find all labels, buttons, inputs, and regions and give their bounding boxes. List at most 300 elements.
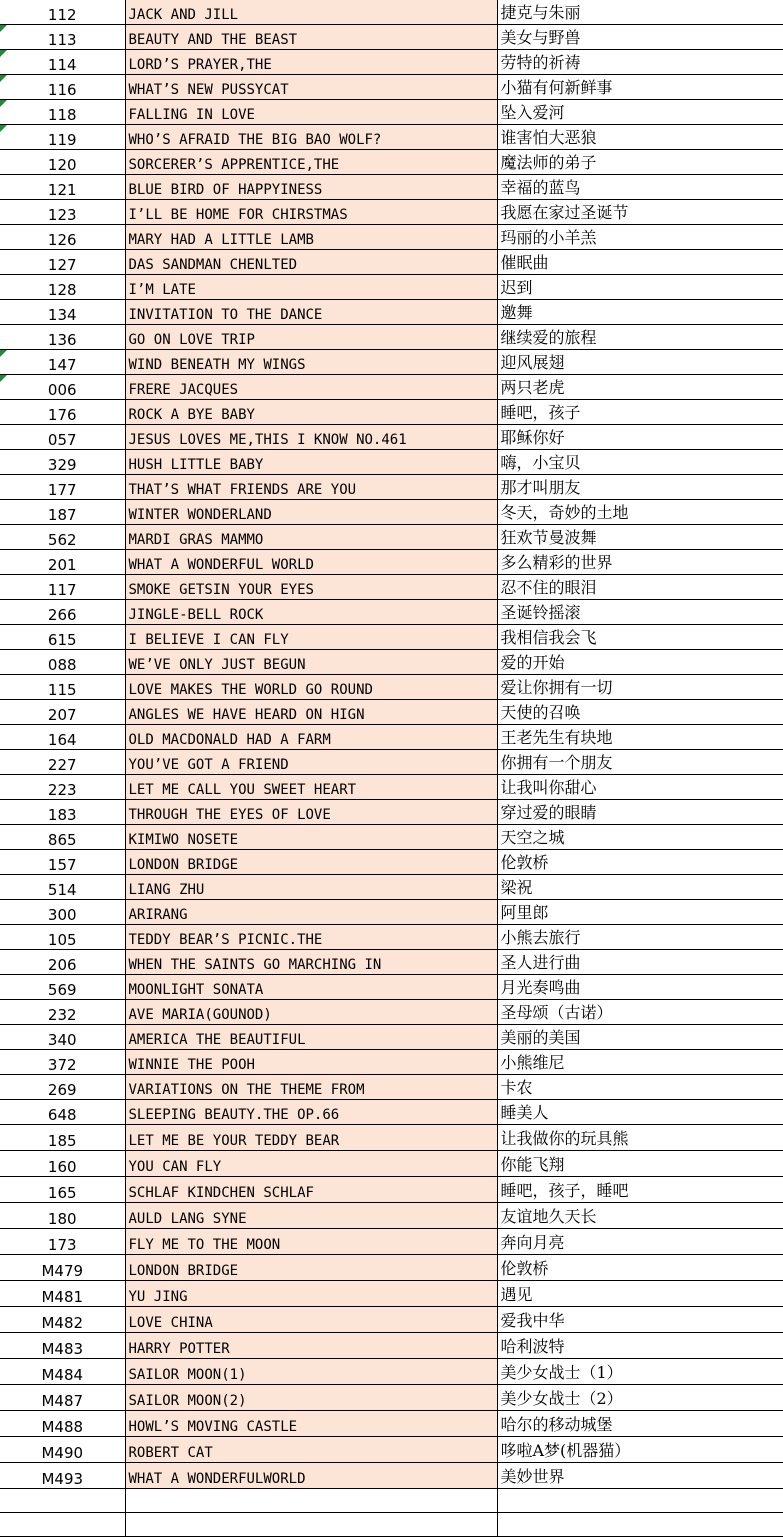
cell-number[interactable] <box>0 775 125 800</box>
empty-row <box>0 1513 783 1537</box>
cell-number-text: 187 <box>47 506 77 524</box>
table-row <box>0 450 783 475</box>
cell-number[interactable] <box>0 100 125 125</box>
cell-chinese-title[interactable]: 小熊去旅行 <box>497 925 783 950</box>
cell-number[interactable] <box>0 225 125 250</box>
cell-number-text: 648 <box>47 1106 77 1124</box>
cell-number-text: 113 <box>47 31 77 49</box>
cell-chinese-title[interactable]: 王老先生有块地 <box>497 725 783 750</box>
cell-chinese-title[interactable]: 月光奏鸣曲 <box>497 975 783 1000</box>
cell-chinese-title[interactable]: 忍不住的眼泪 <box>497 575 783 600</box>
cell-number[interactable] <box>0 0 125 25</box>
cell-number[interactable] <box>0 700 125 725</box>
table-row <box>0 550 783 575</box>
table-row <box>0 100 783 125</box>
cell-english-title[interactable]: WHEN THE SAINTS GO MARCHING IN <box>125 950 497 975</box>
table-row <box>0 175 783 200</box>
cell-english-title[interactable]: WHAT A WONDERFUL WORLD <box>125 550 497 575</box>
table-row <box>0 1177 783 1203</box>
cell-number-text: 121 <box>47 181 77 199</box>
cell-english-title[interactable]: WIND BENEATH MY WINGS <box>125 350 497 375</box>
cell-chinese-title[interactable]: 狂欢节曼波舞 <box>497 525 783 550</box>
cell-number-text: 227 <box>47 756 77 774</box>
cell-number[interactable] <box>0 25 125 50</box>
cell-english-title[interactable]: ARIRANG <box>125 900 497 925</box>
cell-english-title[interactable]: AULD LANG SYNE <box>125 1203 497 1229</box>
cell-number[interactable] <box>0 1411 125 1437</box>
cell-english-title[interactable]: JESUS LOVES ME,THIS I KNOW NO.461 <box>125 425 497 450</box>
cell-number-text: 119 <box>47 131 77 149</box>
cell-chinese-title[interactable]: 魔法师的弟子 <box>497 150 783 175</box>
cell-number[interactable] <box>0 650 125 675</box>
cell-number[interactable] <box>0 1203 125 1229</box>
cell-chinese-title[interactable]: 让我做你的玩具熊 <box>497 1125 783 1151</box>
cell-number[interactable] <box>0 1100 125 1125</box>
cell-chinese-title[interactable]: 遇见 <box>497 1281 783 1307</box>
table-row <box>0 775 783 800</box>
empty-cell[interactable] <box>125 1489 497 1513</box>
cell-number-text: M482 <box>41 1314 84 1332</box>
cell-number[interactable] <box>0 250 125 275</box>
cell-chinese-title[interactable]: 那才叫朋友 <box>497 475 783 500</box>
cell-number[interactable] <box>0 1333 125 1359</box>
cell-number-text: 160 <box>47 1158 77 1176</box>
cell-number-text: 173 <box>47 1236 77 1254</box>
cell-number-text: M484 <box>41 1366 84 1384</box>
cell-number-text: 177 <box>47 481 77 499</box>
cell-number-text: M481 <box>41 1288 84 1306</box>
cell-chinese-title[interactable]: 我愿在家过圣诞节 <box>497 200 783 225</box>
cell-number-text: 615 <box>47 631 77 649</box>
cell-english-title[interactable]: YOU CAN FLY <box>125 1151 497 1177</box>
cell-number-text: 206 <box>47 956 77 974</box>
cell-number[interactable] <box>0 375 125 400</box>
cell-chinese-title[interactable]: 两只老虎 <box>497 375 783 400</box>
error-indicator-icon <box>0 125 7 132</box>
cell-chinese-title[interactable]: 天使的召唤 <box>497 700 783 725</box>
cell-english-title[interactable]: I BELIEVE I CAN FLY <box>125 625 497 650</box>
cell-english-title[interactable]: MARY HAD A LITTLE LAMB <box>125 225 497 250</box>
cell-chinese-title[interactable]: 冬天，奇妙的土地 <box>497 500 783 525</box>
cell-number[interactable] <box>0 75 125 100</box>
cell-number-text: 569 <box>47 981 77 999</box>
cell-chinese-title[interactable]: 嗨，小宝贝 <box>497 450 783 475</box>
cell-number-text: 134 <box>47 306 77 324</box>
cell-chinese-title[interactable]: 迟到 <box>497 275 783 300</box>
cell-number-text: 114 <box>47 56 77 74</box>
table-row <box>0 950 783 975</box>
cell-chinese-title[interactable]: 美丽的美国 <box>497 1025 783 1050</box>
cell-english-title[interactable]: FRERE JACQUES <box>125 375 497 400</box>
cell-number[interactable] <box>0 1025 125 1050</box>
cell-english-title[interactable]: SCHLAF KINDCHEN SCHLAF <box>125 1177 497 1203</box>
table-row <box>0 150 783 175</box>
cell-english-title[interactable]: JACK AND JILL <box>125 0 497 25</box>
cell-number[interactable] <box>0 1177 125 1203</box>
table-row <box>0 575 783 600</box>
cell-english-title[interactable]: OLD MACDONALD HAD A FARM <box>125 725 497 750</box>
table-row <box>0 1255 783 1281</box>
cell-number-text: 128 <box>47 281 77 299</box>
cell-number[interactable] <box>0 175 125 200</box>
cell-chinese-title[interactable]: 圣人进行曲 <box>497 950 783 975</box>
table-row <box>0 1229 783 1255</box>
cell-chinese-title[interactable]: 你能飞翔 <box>497 1151 783 1177</box>
cell-chinese-title[interactable]: 睡吧，孩子 <box>497 400 783 425</box>
table-row <box>0 425 783 450</box>
cell-english-title[interactable]: LET ME BE YOUR TEDDY BEAR <box>125 1125 497 1151</box>
cell-number[interactable] <box>0 300 125 325</box>
cell-english-title[interactable]: BLUE BIRD OF HAPPYINESS <box>125 175 497 200</box>
table-row <box>0 975 783 1000</box>
cell-number-text: 115 <box>47 681 77 699</box>
table-row <box>0 1000 783 1025</box>
cell-number[interactable] <box>0 525 125 550</box>
cell-number[interactable] <box>0 625 125 650</box>
table-row <box>0 1281 783 1307</box>
table-row <box>0 1463 783 1489</box>
cell-number[interactable] <box>0 1307 125 1333</box>
table-row <box>0 1100 783 1125</box>
cell-chinese-title[interactable]: 美少女战士（1） <box>497 1359 783 1385</box>
error-indicator-icon <box>0 100 7 107</box>
table-row <box>0 1437 783 1463</box>
cell-english-title[interactable]: LONDON BRIDGE <box>125 850 497 875</box>
cell-chinese-title[interactable]: 耶稣你好 <box>497 425 783 450</box>
cell-number[interactable] <box>0 675 125 700</box>
cell-chinese-title[interactable]: 天空之城 <box>497 825 783 850</box>
cell-chinese-title[interactable]: 友谊地久天长 <box>497 1203 783 1229</box>
cell-number-text: 116 <box>47 81 77 99</box>
cell-english-title[interactable]: HOWL’S MOVING CASTLE <box>125 1411 497 1437</box>
cell-english-title[interactable]: YU JING <box>125 1281 497 1307</box>
cell-number-text: 136 <box>47 331 77 349</box>
cell-chinese-title[interactable]: 玛丽的小羊羔 <box>497 225 783 250</box>
cell-chinese-title[interactable]: 多么精彩的世界 <box>497 550 783 575</box>
error-indicator-icon <box>0 350 7 357</box>
cell-chinese-title[interactable]: 爱让你拥有一切 <box>497 675 783 700</box>
table-row <box>0 1025 783 1050</box>
cell-chinese-title[interactable]: 梁祝 <box>497 875 783 900</box>
cell-number-text: 300 <box>47 906 77 924</box>
cell-english-title[interactable]: WINTER WONDERLAND <box>125 500 497 525</box>
cell-number-text: 118 <box>47 106 77 124</box>
cell-number-text: 372 <box>47 1056 77 1074</box>
cell-number[interactable] <box>0 400 125 425</box>
cell-number-text: 232 <box>47 1006 77 1024</box>
cell-number[interactable] <box>0 1385 125 1411</box>
cell-english-title[interactable]: VARIATIONS ON THE THEME FROM <box>125 1075 497 1100</box>
error-indicator-icon <box>0 50 7 57</box>
cell-english-title[interactable]: SAILOR MOON(1) <box>125 1359 497 1385</box>
cell-number-text: 105 <box>47 931 77 949</box>
cell-english-title[interactable]: WHO’S AFRAID THE BIG BAO WOLF? <box>125 125 497 150</box>
table-row <box>0 225 783 250</box>
cell-number[interactable] <box>0 1229 125 1255</box>
cell-number[interactable] <box>0 1000 125 1025</box>
cell-english-title[interactable]: LONDON BRIDGE <box>125 1255 497 1281</box>
cell-number-text: 865 <box>47 831 77 849</box>
cell-english-title[interactable]: SAILOR MOON(2) <box>125 1385 497 1411</box>
cell-number[interactable] <box>0 875 125 900</box>
cell-number-text: M490 <box>41 1444 84 1462</box>
error-indicator-icon <box>0 375 7 382</box>
cell-chinese-title[interactable]: 坠入爱河 <box>497 100 783 125</box>
cell-english-title[interactable]: THAT’S WHAT FRIENDS ARE YOU <box>125 475 497 500</box>
table-row <box>0 875 783 900</box>
empty-cell[interactable] <box>0 1489 125 1513</box>
cell-number[interactable] <box>0 200 125 225</box>
cell-number[interactable] <box>0 125 125 150</box>
table-row <box>0 400 783 425</box>
cell-english-title[interactable]: TEDDY BEAR’S PICNIC.THE <box>125 925 497 950</box>
table-row <box>0 725 783 750</box>
cell-number-text: 164 <box>47 731 77 749</box>
cell-number[interactable] <box>0 50 125 75</box>
cell-english-title[interactable]: LOVE CHINA <box>125 1307 497 1333</box>
cell-chinese-title[interactable]: 迎风展翅 <box>497 350 783 375</box>
cell-chinese-title[interactable]: 小熊维尼 <box>497 1050 783 1075</box>
cell-chinese-title[interactable]: 阿里郎 <box>497 900 783 925</box>
cell-number-text: 088 <box>47 656 77 674</box>
cell-english-title[interactable]: AVE MARIA(GOUNOD) <box>125 1000 497 1025</box>
cell-chinese-title[interactable]: 圣母颂（古诺） <box>497 1000 783 1025</box>
cell-number[interactable] <box>0 500 125 525</box>
cell-chinese-title[interactable]: 谁害怕大恶狼 <box>497 125 783 150</box>
cell-english-title[interactable]: SMOKE GETSIN YOUR EYES <box>125 575 497 600</box>
table-row <box>0 1385 783 1411</box>
cell-english-title[interactable]: LOVE MAKES THE WORLD GO ROUND <box>125 675 497 700</box>
cell-chinese-title[interactable]: 奔向月亮 <box>497 1229 783 1255</box>
cell-number[interactable] <box>0 425 125 450</box>
table-row <box>0 800 783 825</box>
cell-english-title[interactable]: BEAUTY AND THE BEAST <box>125 25 497 50</box>
cell-number-text: 207 <box>47 706 77 724</box>
cell-chinese-title[interactable]: 继续爱的旅程 <box>497 325 783 350</box>
cell-english-title[interactable]: I’LL BE HOME FOR CHIRSTMAS <box>125 200 497 225</box>
cell-chinese-title[interactable]: 睡美人 <box>497 1100 783 1125</box>
cell-number-text: 562 <box>47 531 77 549</box>
cell-english-title[interactable]: HARRY POTTER <box>125 1333 497 1359</box>
cell-number[interactable] <box>0 925 125 950</box>
table-row <box>0 0 783 25</box>
cell-number-text: 057 <box>47 431 77 449</box>
cell-number[interactable] <box>0 850 125 875</box>
cell-chinese-title[interactable]: 哈尔的移动城堡 <box>497 1411 783 1437</box>
table-row <box>0 925 783 950</box>
cell-chinese-title[interactable]: 睡吧，孩子，睡吧 <box>497 1177 783 1203</box>
cell-number-text: 180 <box>47 1210 77 1228</box>
table-row <box>0 50 783 75</box>
cell-english-title[interactable]: WHAT’S NEW PUSSYCAT <box>125 75 497 100</box>
table-row <box>0 1151 783 1177</box>
cell-number-text: 223 <box>47 781 77 799</box>
cell-number-text: 329 <box>47 456 77 474</box>
table-row <box>0 675 783 700</box>
cell-chinese-title[interactable]: 爱的开始 <box>497 650 783 675</box>
table-row <box>0 700 783 725</box>
cell-number[interactable] <box>0 1125 125 1151</box>
cell-chinese-title[interactable]: 圣诞铃摇滚 <box>497 600 783 625</box>
cell-english-title[interactable]: GO ON LOVE TRIP <box>125 325 497 350</box>
cell-english-title[interactable]: WE’VE ONLY JUST BEGUN <box>125 650 497 675</box>
cell-english-title[interactable]: YOU’VE GOT A FRIEND <box>125 750 497 775</box>
cell-chinese-title[interactable]: 我相信我会飞 <box>497 625 783 650</box>
empty-cell[interactable] <box>497 1489 783 1513</box>
table-row <box>0 325 783 350</box>
cell-number[interactable] <box>0 275 125 300</box>
table-row <box>0 525 783 550</box>
cell-number-text: 112 <box>47 6 77 24</box>
cell-english-title[interactable]: WHAT A WONDERFULWORLD <box>125 1463 497 1489</box>
table-row <box>0 375 783 400</box>
empty-cell[interactable] <box>125 1513 497 1537</box>
cell-number[interactable] <box>0 1437 125 1463</box>
table-row <box>0 300 783 325</box>
table-row <box>0 1411 783 1437</box>
cell-number[interactable] <box>0 1075 125 1100</box>
cell-english-title[interactable]: THROUGH THE EYES OF LOVE <box>125 800 497 825</box>
cell-number[interactable] <box>0 900 125 925</box>
table-row <box>0 1125 783 1151</box>
cell-english-title[interactable]: MARDI GRAS MAMMO <box>125 525 497 550</box>
cell-number[interactable] <box>0 750 125 775</box>
cell-number-text: 126 <box>47 231 77 249</box>
cell-number[interactable] <box>0 150 125 175</box>
cell-english-title[interactable]: LIANG ZHU <box>125 875 497 900</box>
cell-english-title[interactable]: KIMIWO NOSETE <box>125 825 497 850</box>
table-row <box>0 25 783 50</box>
table-row <box>0 850 783 875</box>
cell-chinese-title[interactable]: 美少女战士（2） <box>497 1385 783 1411</box>
table-row <box>0 75 783 100</box>
cell-number[interactable] <box>0 950 125 975</box>
cell-chinese-title[interactable]: 美妙世界 <box>497 1463 783 1489</box>
cell-chinese-title[interactable]: 让我叫你甜心 <box>497 775 783 800</box>
cell-number-text: 006 <box>47 381 77 399</box>
table-row <box>0 750 783 775</box>
cell-english-title[interactable]: HUSH LITTLE BABY <box>125 450 497 475</box>
cell-english-title[interactable]: DAS SANDMAN CHENLTED <box>125 250 497 275</box>
cell-number-text: 117 <box>47 581 77 599</box>
cell-chinese-title[interactable]: 哈利波特 <box>497 1333 783 1359</box>
table-row <box>0 350 783 375</box>
cell-english-title[interactable]: JINGLE-BELL ROCK <box>125 600 497 625</box>
cell-number-text: 185 <box>47 1132 77 1150</box>
cell-number-text: 165 <box>47 1184 77 1202</box>
cell-number-text: M493 <box>41 1470 84 1488</box>
error-indicator-icon <box>0 75 7 82</box>
cell-chinese-title[interactable]: 伦敦桥 <box>497 850 783 875</box>
cell-number[interactable] <box>0 575 125 600</box>
cell-chinese-title[interactable]: 小猫有何新鲜事 <box>497 75 783 100</box>
cell-english-title[interactable]: FALLING IN LOVE <box>125 100 497 125</box>
cell-english-title[interactable]: WINNIE THE POOH <box>125 1050 497 1075</box>
cell-number-text: 514 <box>47 881 77 899</box>
cell-number-text: 120 <box>47 156 77 174</box>
table-row <box>0 825 783 850</box>
cell-chinese-title[interactable]: 伦敦桥 <box>497 1255 783 1281</box>
cell-number[interactable] <box>0 475 125 500</box>
cell-english-title[interactable]: ANGLES WE HAVE HEARD ON HIGN <box>125 700 497 725</box>
cell-english-title[interactable]: SORCERER’S APPRENTICE,THE <box>125 150 497 175</box>
cell-number-text: M483 <box>41 1340 84 1358</box>
cell-number[interactable] <box>0 550 125 575</box>
cell-number-text: 157 <box>47 856 77 874</box>
cell-chinese-title[interactable]: 邀舞 <box>497 300 783 325</box>
cell-english-title[interactable]: INVITATION TO THE DANCE <box>125 300 497 325</box>
cell-number[interactable] <box>0 350 125 375</box>
cell-chinese-title[interactable]: 卡农 <box>497 1075 783 1100</box>
error-indicator-icon <box>0 25 7 32</box>
cell-chinese-title[interactable]: 幸福的蓝鸟 <box>497 175 783 200</box>
table-row <box>0 475 783 500</box>
cell-chinese-title[interactable]: 劳特的祈祷 <box>497 50 783 75</box>
cell-number-text: 147 <box>47 356 77 374</box>
cell-number-text: 340 <box>47 1031 77 1049</box>
cell-english-title[interactable]: AMERICA THE BEAUTIFUL <box>125 1025 497 1050</box>
table-row <box>0 650 783 675</box>
empty-cell[interactable] <box>0 1513 125 1537</box>
cell-number[interactable] <box>0 725 125 750</box>
cell-number[interactable] <box>0 450 125 475</box>
cell-number-text: M487 <box>41 1392 84 1410</box>
cell-number[interactable] <box>0 1463 125 1489</box>
cell-number[interactable] <box>0 1050 125 1075</box>
cell-number[interactable] <box>0 800 125 825</box>
cell-english-title[interactable]: I’M LATE <box>125 275 497 300</box>
cell-number[interactable] <box>0 600 125 625</box>
table-row <box>0 1203 783 1229</box>
cell-number[interactable] <box>0 1255 125 1281</box>
table-row <box>0 125 783 150</box>
cell-english-title[interactable]: ROBERT CAT <box>125 1437 497 1463</box>
cell-number-text: M479 <box>41 1262 84 1280</box>
cell-chinese-title[interactable]: 美女与野兽 <box>497 25 783 50</box>
cell-chinese-title[interactable]: 你拥有一个朋友 <box>497 750 783 775</box>
cell-number[interactable] <box>0 1151 125 1177</box>
empty-cell[interactable] <box>497 1513 783 1537</box>
cell-number-text: 266 <box>47 606 77 624</box>
table-row <box>0 500 783 525</box>
cell-english-title[interactable]: LET ME CALL YOU SWEET HEART <box>125 775 497 800</box>
cell-chinese-title[interactable]: 爱我中华 <box>497 1307 783 1333</box>
cell-chinese-title[interactable]: 催眠曲 <box>497 250 783 275</box>
cell-number[interactable] <box>0 1281 125 1307</box>
table-row <box>0 1359 783 1385</box>
cell-chinese-title[interactable]: 捷克与朱丽 <box>497 0 783 25</box>
cell-number[interactable] <box>0 325 125 350</box>
cell-english-title[interactable]: FLY ME TO THE MOON <box>125 1229 497 1255</box>
cell-english-title[interactable]: SLEEPING BEAUTY.THE OP.66 <box>125 1100 497 1125</box>
table-row <box>0 200 783 225</box>
empty-row <box>0 1489 783 1513</box>
cell-number[interactable] <box>0 825 125 850</box>
cell-number[interactable] <box>0 975 125 1000</box>
cell-english-title[interactable]: ROCK A BYE BABY <box>125 400 497 425</box>
cell-number-text: 123 <box>47 206 77 224</box>
cell-number-text: 176 <box>47 406 77 424</box>
cell-number[interactable] <box>0 1359 125 1385</box>
cell-number-text: 201 <box>47 556 77 574</box>
cell-number-text: M488 <box>41 1418 84 1436</box>
cell-english-title[interactable]: LORD’S PRAYER,THE <box>125 50 497 75</box>
cell-number-text: 127 <box>47 256 77 274</box>
cell-chinese-title[interactable]: 穿过爱的眼睛 <box>497 800 783 825</box>
table-row <box>0 1075 783 1100</box>
cell-chinese-title[interactable]: 哆啦A梦(机器猫） <box>497 1437 783 1463</box>
cell-english-title[interactable]: MOONLIGHT SONATA <box>125 975 497 1000</box>
